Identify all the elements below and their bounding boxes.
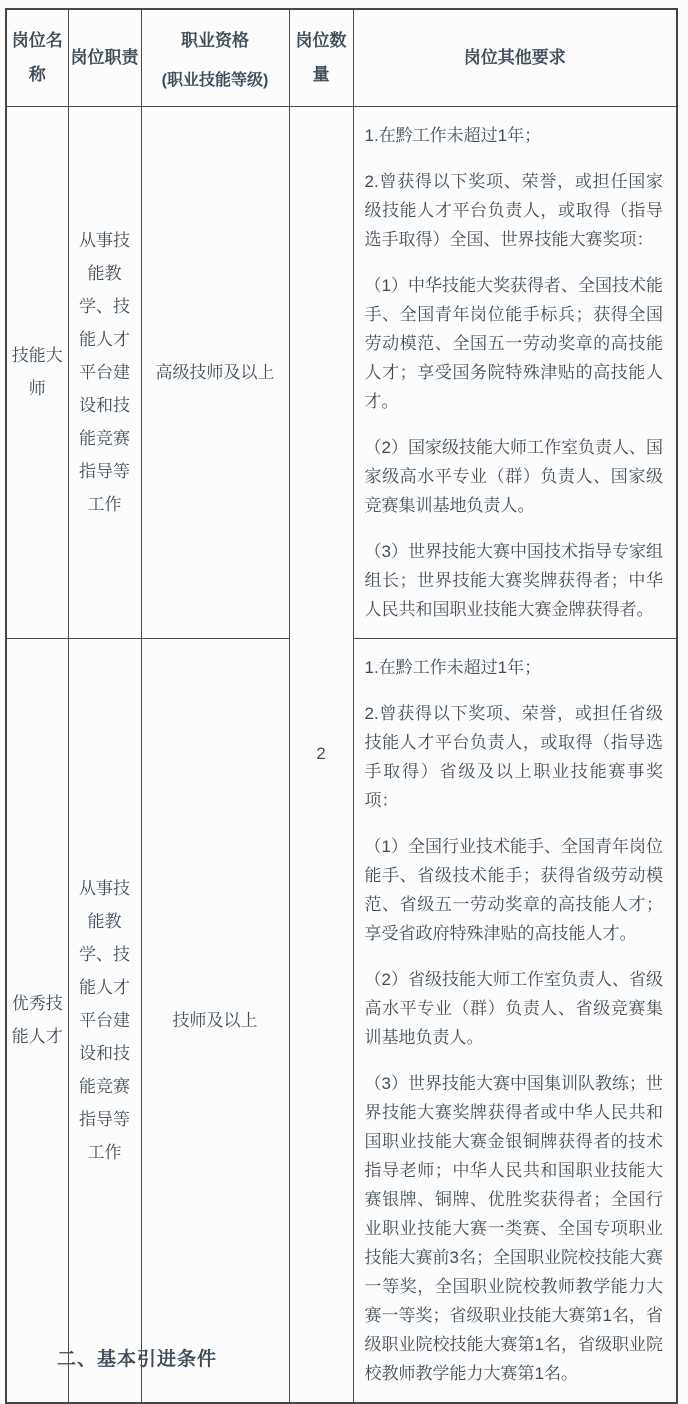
table-body (6, 106, 677, 1403)
header-other-requirements: 岗位其他要求 (353, 9, 677, 106)
requirement-paragraph: （2）省级技能大师工作室负责人、省级高水平专业（群）负责人、省级竞赛集训基地负责人。 (364, 969, 663, 1047)
table-header (6, 9, 677, 106)
section-heading-basic-conditions: 二、基本引进条件 (57, 1349, 218, 1370)
requirement-paragraph: （3）世界技能大赛中国技术指导专家组组长；世界技能大赛奖牌获得者；中华人民共和国职业技能大赛金牌获得者。 (364, 541, 663, 619)
header-position-name: 岗位名称 (6, 9, 68, 106)
requirements-cell (353, 106, 677, 638)
header-qualification (141, 9, 289, 106)
header-row (6, 9, 677, 106)
header-qualification-label: 职业资格 (181, 30, 249, 50)
requirement-paragraph: （1）中华技能大奖获得者、全国技术能手、全国青年岗位能手标兵；获得全国劳动模范、全国五一劳动奖章的高技能人才；享受国务院特殊津贴的高技能人才。 (364, 275, 663, 411)
header-position-quantity: 岗位数量 (289, 9, 353, 106)
quantity-cell-merged: 2 (289, 106, 353, 1403)
table-row-skill-master (6, 106, 677, 638)
header-position-duties: 岗位职责 (68, 9, 141, 106)
requirement-paragraph: （2）国家级技能大师工作室负责人、国家级高水平专业（群）负责人、国家级竞赛集训基地负责人。 (364, 437, 663, 515)
position-name-cell: 技能大师 (6, 106, 68, 638)
header-qualification-sublabel: (职业技能等级) (161, 71, 269, 89)
job-positions-table (5, 8, 678, 1404)
qualification-cell: 高级技师及以上 (141, 106, 289, 638)
position-duties-cell: 从事技能教学、技能人才平台建设和技能竞赛指导等工作 (68, 638, 141, 1403)
requirement-paragraph: 2.曾获得以下奖项、荣誉，或担任省级技能人才平台负责人，或取得（指导选手取得）省级及以上职业技能赛事奖项： (364, 703, 663, 810)
requirement-paragraph: 1.在黔工作未超过1年； (364, 657, 542, 677)
requirement-paragraph: （1）全国行业技术能手、全国青年岗位能手、省级技术能手；获得省级劳动模范、省级五一劳动奖章的高技能人才；享受省政府特殊津贴的高技能人才。 (364, 836, 663, 943)
position-duties-cell: 从事技能教学、技能人才平台建设和技能竞赛指导等工作 (68, 106, 141, 638)
qualification-cell: 技师及以上 (141, 638, 289, 1403)
requirement-paragraph: 2.曾获得以下奖项、荣誉，或担任国家级技能人才平台负责人，或取得（指导选手取得）全国、世界技能大赛奖项： (364, 171, 663, 249)
requirement-paragraph: 1.在黔工作未超过1年； (364, 125, 542, 145)
requirements-cell (353, 638, 677, 1403)
requirement-paragraph: （3）世界技能大赛中国集训队教练；世界技能大赛奖牌获得者或中华人民共和国职业技能大赛金银铜牌获得者的技术指导老师；中华人民共和国职业技能大赛银牌、铜牌、优胜奖获得者；全国行业职业技能大赛一类赛、全国专项职业技能大赛前3名；全国职业院校技能大赛一等奖，全国职业院校教师教学能力大赛一等奖；省级职业技能大赛第1名，省级职业院校技能大赛第1名，省级职业院校教师教学能力大赛第1名。 (364, 1073, 663, 1383)
position-name-cell: 优秀技能人才 (6, 638, 68, 1403)
